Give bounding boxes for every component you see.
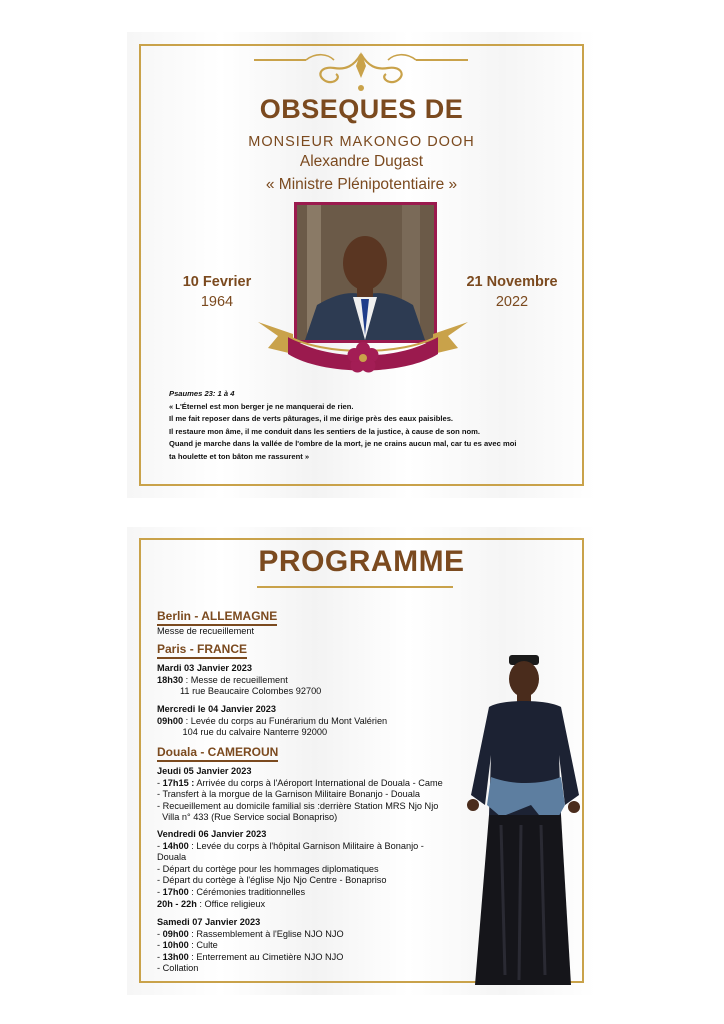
time: 20h - 22h — [157, 898, 197, 909]
birth-year: 1964 — [200, 294, 234, 310]
event: : Levée du corps au Funérarium du Mont Valérien — [183, 715, 388, 726]
date-heading: Mercredi le 04 Janvier 2023 — [157, 704, 277, 714]
time: 10h00 — [162, 940, 189, 951]
event: Villa n° 433 (Rue Service social Bonapriso) — [157, 812, 338, 823]
time: 13h00 — [162, 951, 189, 962]
psalm-line: ta houlette et ton bâton me rassurent » — [169, 451, 310, 461]
event: : Office religieux — [196, 898, 266, 909]
time: 14h00 — [162, 840, 189, 851]
event: : Cérémonies traditionnelles — [188, 886, 306, 897]
event: - Collation — [157, 963, 199, 974]
event: : Enterrement au Cimetière NJO NJO — [188, 951, 344, 962]
obituary-title: OBSEQUES DE — [259, 94, 464, 124]
paris-day2 — [157, 704, 387, 739]
douala-samedi: Samedi 07 Janvier 2023 - 09h00 : Rassemblement à l'Eglise NJO NJO - 10h00 : Culte - 13h00 : Enterrement au Cimetière NJO NJO - Collation — [157, 917, 344, 974]
time: 18h30 — [157, 674, 184, 685]
event: - Transfert à la morgue de la Garnison Militaire Bonanjo - Douala — [157, 789, 420, 800]
death-day-month: 21 Novembre — [466, 274, 558, 290]
obituary-card — [127, 32, 596, 498]
birth-day-month: 10 Fevrier — [182, 274, 252, 290]
time: 09h00 — [157, 715, 184, 726]
event: : Messe de recueillement — [183, 674, 288, 685]
date-heading: Mardi 03 Janvier 2023 — [157, 663, 252, 673]
section-paris — [157, 640, 247, 658]
address: 11 rue Beaucaire Colombes 92700 — [179, 686, 322, 697]
event: Douala — [157, 852, 187, 863]
time: 17h15 : — [162, 777, 195, 788]
ornament-icon — [246, 48, 476, 96]
programme-card — [127, 527, 596, 995]
death-year: 2022 — [495, 294, 529, 310]
berlin-line: Messe de recueillement — [157, 626, 255, 636]
event: : Culte — [188, 940, 218, 951]
psalm-line: Il me fait reposer dans de verts pâturages, il me dirige près des eaux paisibles. — [169, 414, 454, 424]
douala-vendredi: Vendredi 06 Janvier 2023 - 14h00 : Levée du corps à l'hôpital Garnison Militaire à Bonanjo - Douala - Départ du cortège pour les hommages diplomatiques - Départ du cortège à l'église Njo Njo Centre - Bonapriso - 17h00 : Cérémonies traditionnelles 20h - 22h : Office religieux — [157, 829, 424, 909]
time: 17h00 — [162, 886, 189, 897]
psalm-line: « L'Éternel est mon berger je ne manquerai de rien. — [169, 401, 354, 411]
section-heading: Douala - CAMEROUN — [157, 745, 278, 762]
section-heading: Paris - FRANCE — [157, 642, 247, 659]
deceased-name: MONSIEUR MAKONGO DOOH — [248, 134, 475, 150]
event: - Départ du cortège à l'église Njo Njo Centre - Bonapriso — [157, 875, 387, 886]
address — [157, 686, 180, 696]
event: : Levée du corps à l'hôpital Garnison Militaire à Bonanjo - — [188, 840, 424, 851]
address: 104 rue du calvaire Nanterre 92000 — [182, 727, 328, 738]
event: - Départ du cortège pour les hommages diplomatiques — [157, 863, 379, 874]
ribbon-icon — [253, 314, 473, 382]
psalm-text — [169, 388, 569, 464]
death-date — [452, 272, 572, 312]
programme-title: PROGRAMME — [258, 545, 465, 578]
title-underline — [257, 586, 453, 588]
event: Arrivée du corps à l'Aéroport International de Douala - Came — [194, 777, 443, 788]
date-heading: Jeudi 05 Janvier 2023 — [157, 766, 252, 776]
douala-jeudi: Jeudi 05 Janvier 2023 - 17h15 : Arrivée du corps à l'Aéroport International de Douala - Came - Transfert à la morgue de la Garnison Militaire Bonanjo - Douala - Recueillement au domicile familial sis :derrière Station MRS Njo Njo Villa n° 433 (Rue Service social Bonapriso) — [157, 766, 443, 823]
section-berlin — [157, 607, 277, 625]
date-heading: Vendredi 06 Janvier 2023 — [157, 829, 267, 839]
deceased-role: « Ministre Plénipotentiaire » — [265, 176, 458, 193]
event: : Rassemblement à l'Eglise NJO NJO — [188, 928, 344, 939]
traditional-attire-figure-icon — [461, 655, 591, 995]
time: 09h00 — [162, 928, 189, 939]
psalm-line: Il restaure mon âme, il me conduit dans les sentiers de la justice, à cause de son nom. — [169, 426, 481, 436]
paris-day1 — [157, 663, 321, 698]
section-heading: Berlin - ALLEMAGNE — [157, 609, 277, 626]
date-heading: Samedi 07 Janvier 2023 — [157, 917, 261, 927]
event: - Recueillement au domicile familial sis :derrière Station MRS Njo Njo — [157, 800, 439, 811]
psalm-reference: Psaumes 23: 1 à 4 — [169, 389, 235, 398]
section-douala — [157, 743, 278, 761]
deceased-first-name: Alexandre Dugast — [299, 153, 424, 170]
birth-date — [167, 272, 267, 312]
psalm-line: Quand je marche dans la vallée de l'ombre de la mort, je ne crains aucun mal, car tu es avec moi — [169, 439, 517, 449]
